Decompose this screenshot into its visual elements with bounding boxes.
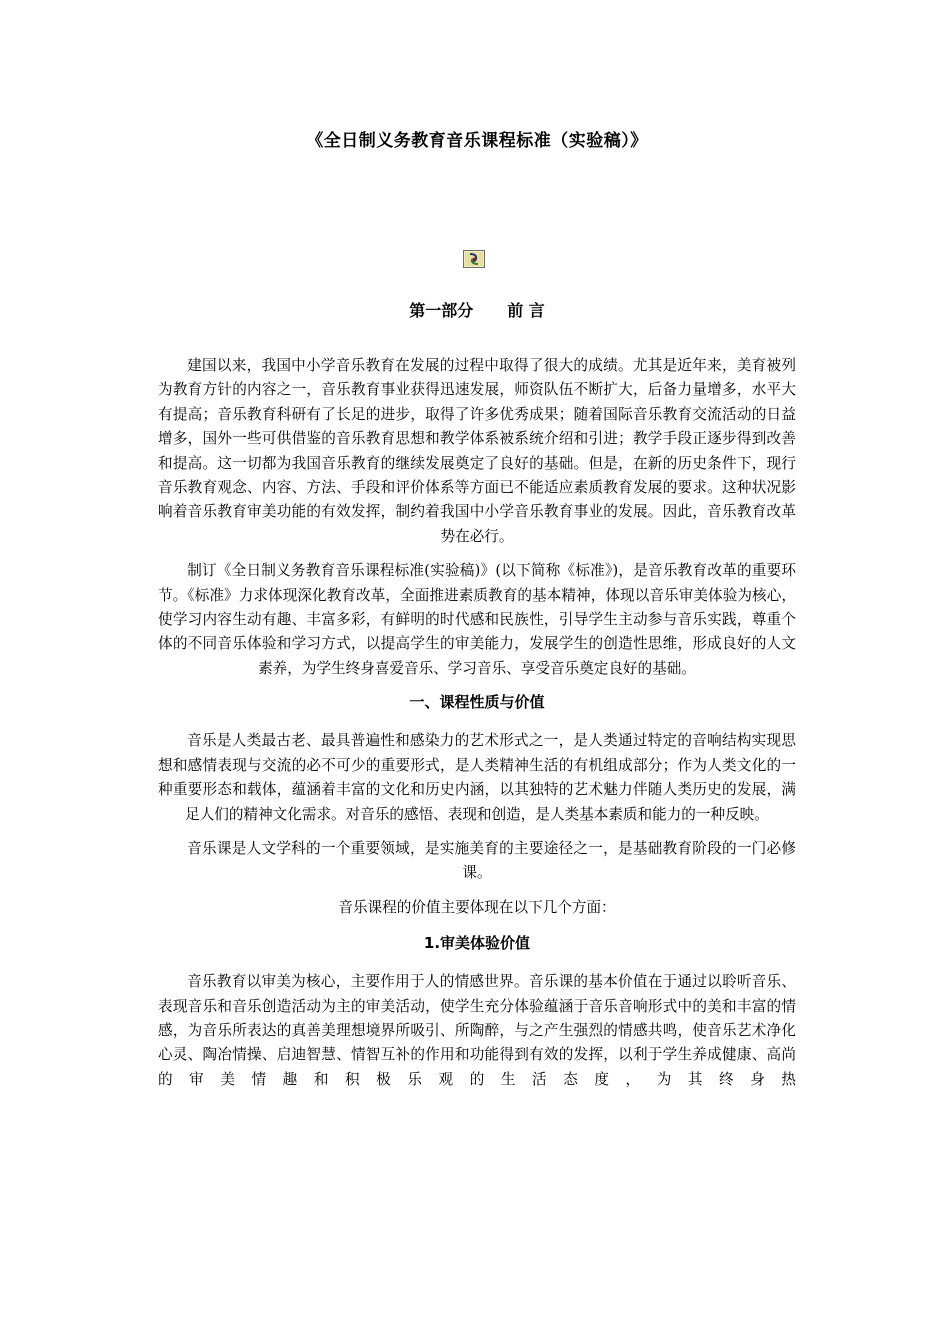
document-body xyxy=(158,354,796,1102)
document-page xyxy=(158,0,796,1344)
section-heading-nature-value: 一、课程性质与价值 xyxy=(409,693,545,712)
embedded-object-icon[interactable] xyxy=(463,250,485,268)
paragraph-value-intro: 音乐课程的价值主要体现在以下几个方面： xyxy=(338,898,616,916)
part-name: 前 言 xyxy=(507,301,545,320)
paragraph-aesthetic-value: 音乐教育以审美为核心，主要作用于人的情感世界。音乐课的基本价值在于通过以聆听音乐、表现音乐和音乐创造活动为主的审美活动，使学生充分体验蕴涵于音乐音响形式中的美和丰富的情感，为音乐所表达的真善美理想境界所吸引、所陶醉，与之产生强烈的情感共鸣，使音乐艺术净化心灵、陶冶情操、启迪智慧、情智互补的作用和功能得到有效的发挥，以利于学生养成健康、高尚的审美情趣和积极乐观的生活态度，为其终身热 xyxy=(158,973,796,1088)
paragraph-music-nature: 音乐是人类最古老、最具普遍性和感染力的艺术形式之一，是人类通过特定的音响结构实现思想和感情表现与交流的必不可少的重要形式，是人类精神生活的有机组成部分；作为人类文化的一种重要形态和载体，蕴涵着丰富的文化和历史内涵，以其独特的艺术魅力伴随人类历史的发展，满足人们的精神文化需求。对音乐的感悟、表现和创造，是人类基本素质和能力的一种反映。 xyxy=(158,732,796,823)
paragraph-intro-1: 建国以来，我国中小学音乐教育在发展的过程中取得了很大的成绩。尤其是近年来，美育被列为教育方针的内容之一，音乐教育事业获得迅速发展，师资队伍不断扩大，后备力量增多，水平大有提高；音乐教育科研有了长足的进步，取得了许多优秀成果；随着国际音乐教育交流活动的日益增多，国外一些可供借鉴的音乐教育思想和教学体系被系统介绍和引进；教学手段正逐步得到改善和提高。这一切都为我国音乐教育的继续发展奠定了良好的基础。但是，在新的历史条件下，现行音乐教育观念、内容、方法、手段和评价体系等方面已不能适应素质教育发展的要求。这种状况影响着音乐教育审美功能的有效发挥，制约着我国中小学音乐教育事业的发展。因此，音乐教育改革势在必行。 xyxy=(158,357,796,545)
subsection-heading-aesthetic: 1.审美体验价值 xyxy=(423,934,531,953)
document-title: 《全日制义务教育音乐课程标准（实验稿）》 xyxy=(306,131,648,151)
part-heading xyxy=(158,298,796,321)
paragraph-intro-2: 制订《全日制义务教育音乐课程标准(实验稿)》(以下简称《标准》)，是音乐教育改革的重要环节。《标准》力求体现深化教育改革，全面推进素质教育的基本精神，体现以音乐审美体验为核心，使学习内容生动有趣、丰富多彩，有鲜明的时代感和民族性，引导学生主动参与音乐实践，尊重个体的不同音乐体验和学习方式，以提高学生的审美能力，发展学生的创造性思维，形成良好的人文素养，为学生终身喜爱音乐、学习音乐、享受音乐奠定良好的基础。 xyxy=(158,562,796,677)
paragraph-music-course: 音乐课是人文学科的一个重要领域，是实施美育的主要途径之一，是基础教育阶段的一门必修课。 xyxy=(187,839,796,882)
part-number: 第一部分 xyxy=(409,301,474,320)
